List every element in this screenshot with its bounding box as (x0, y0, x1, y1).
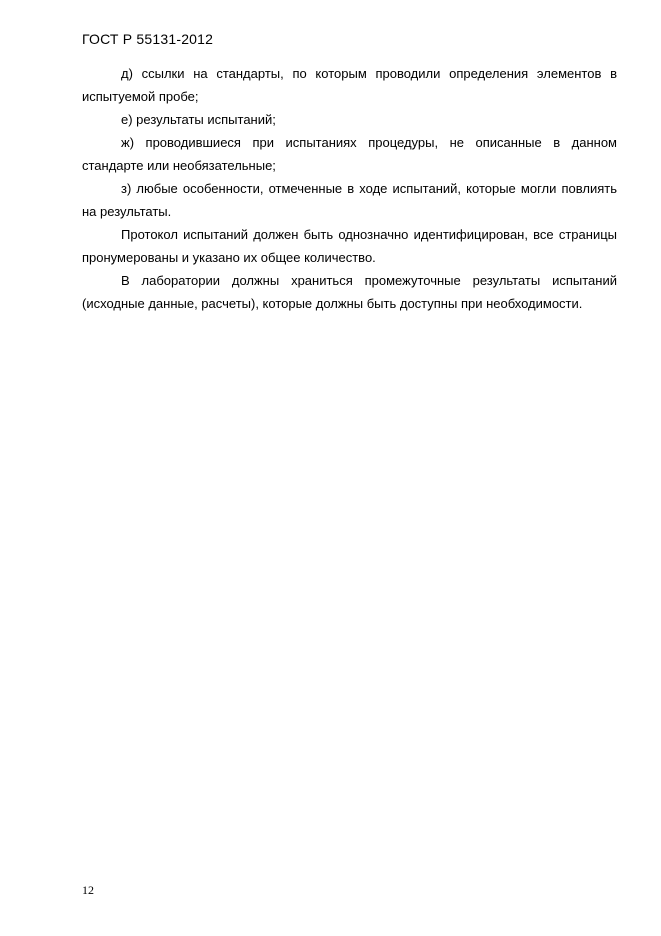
paragraph-item-e: е) результаты испытаний; (121, 112, 276, 127)
document-header: ГОСТ Р 55131-2012 (82, 31, 214, 47)
document-body (82, 62, 617, 315)
paragraph-protocol-identification: Протокол испытаний должен быть однозначно идентифицирован, все страницы пронумерованы и указано их общее количество. (82, 227, 617, 265)
paragraph-item-z: з) любые особенности, отмеченные в ходе испытаний, которые могли повлиять на результаты. (82, 181, 617, 219)
paragraph-item-zh: ж) проводившиеся при испытаниях процедуры, не описанные в данном стандарте или необязательные; (82, 135, 617, 173)
paragraph-item-d: д) ссылки на стандарты, по которым проводили определения элементов в испытуемой пробе; (82, 66, 617, 104)
paragraph-laboratory-storage: В лаборатории должны храниться промежуточные результаты испытаний (исходные данные, расчеты), которые должны быть доступны при необходимости. (82, 273, 617, 311)
page-number: 12 (82, 883, 94, 897)
